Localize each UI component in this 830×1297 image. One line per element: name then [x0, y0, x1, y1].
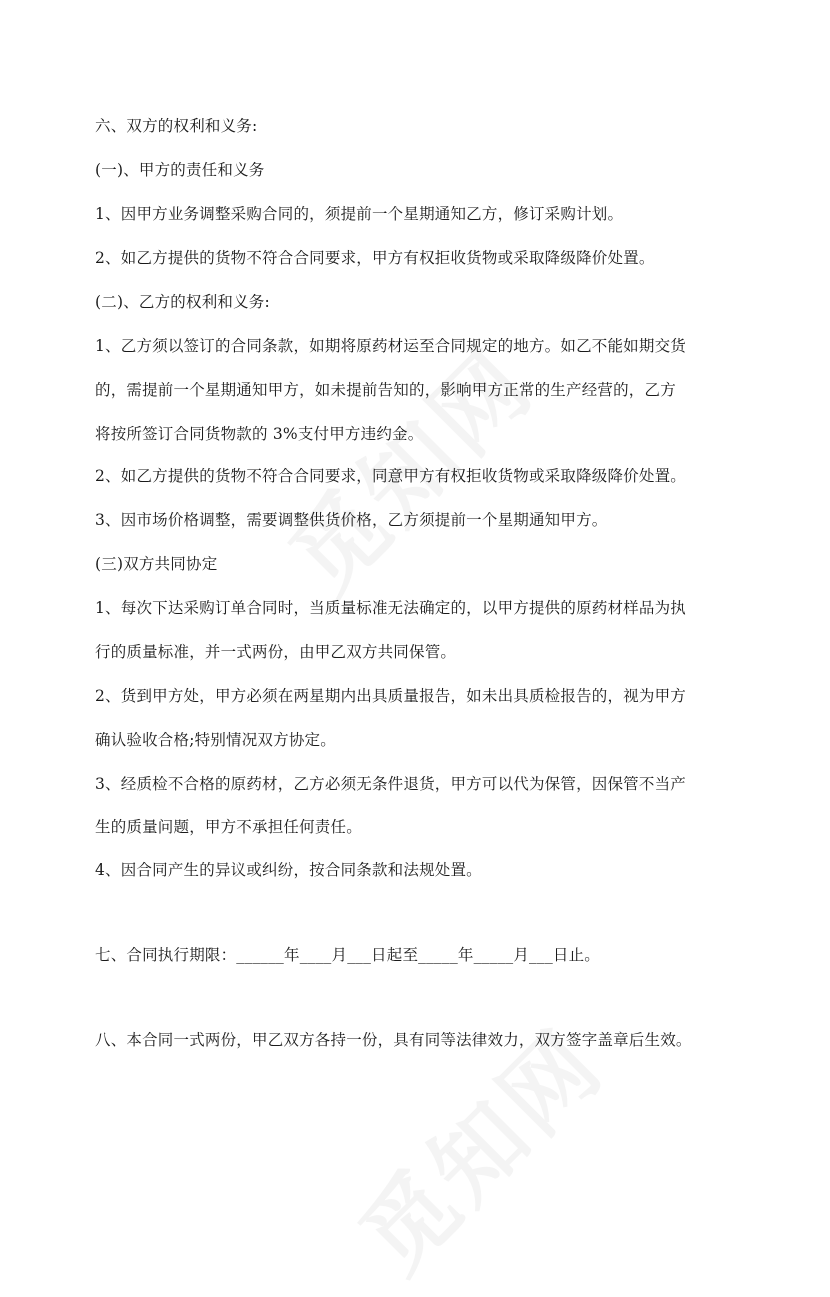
party-b-item-3: 3、因市场价格调整，需要调整供货价格，乙方须提前一个星期通知甲方。	[95, 511, 608, 529]
joint-agreement-heading: (三)双方共同协定	[95, 555, 218, 573]
joint-item-2-line-1: 2、货到甲方处，甲方必须在两星期内出具质量报告，如未出具质检报告的，视为甲方	[95, 687, 686, 705]
joint-item-1-line-1: 1、每次下达采购订单合同时，当质量标准无法确定的，以甲方提供的原药材样品为执	[95, 599, 686, 617]
party-b-item-1-line-1: 1、乙方须以签订的合同条款，如期将原药材运至合同规定的地方。如乙不能如期交货	[95, 337, 686, 355]
joint-item-4: 4、因合同产生的异议或纠纷，按合同条款和法规处置。	[95, 861, 482, 879]
section-8-effect: 八、本合同一式两份，甲乙双方各持一份，具有同等法律效力，双方签字盖章后生效。	[95, 1031, 692, 1049]
party-a-item-2: 2、如乙方提供的货物不符合合同要求，甲方有权拒收货物或采取降级降价处置。	[95, 249, 655, 267]
party-b-item-2: 2、如乙方提供的货物不符合合同要求，同意甲方有权拒收货物或采取降级降价处置。	[95, 467, 686, 485]
party-a-heading: (一)、甲方的责任和义务	[95, 161, 265, 179]
section-6-title: 六、双方的权利和义务:	[95, 117, 258, 135]
section-7-term: 七、合同执行期限：______年____月___日起至_____年_____月___日止。	[95, 946, 601, 964]
joint-item-2-line-2: 确认验收合格;特别情况双方协定。	[95, 731, 336, 749]
joint-item-3-line-1: 3、经质检不合格的原药材，乙方必须无条件退货，甲方可以代为保管，因保管不当产	[95, 775, 686, 793]
party-b-item-1-line-2: 的，需提前一个星期通知甲方，如未提前告知的，影响甲方正常的生产经营的，乙方	[95, 381, 676, 399]
party-b-heading: (二)、乙方的权利和义务:	[95, 293, 270, 311]
party-a-item-1: 1、因甲方业务调整采购合同的，须提前一个星期通知乙方，修订采购计划。	[95, 205, 624, 223]
party-b-item-1-line-3: 将按所签订合同货物款的 3%支付甲方违约金。	[95, 425, 424, 443]
joint-item-3-line-2: 生的质量问题，甲方不承担任何责任。	[95, 818, 362, 836]
joint-item-1-line-2: 行的质量标准，并一式两份，由甲乙双方共同保管。	[95, 643, 457, 661]
